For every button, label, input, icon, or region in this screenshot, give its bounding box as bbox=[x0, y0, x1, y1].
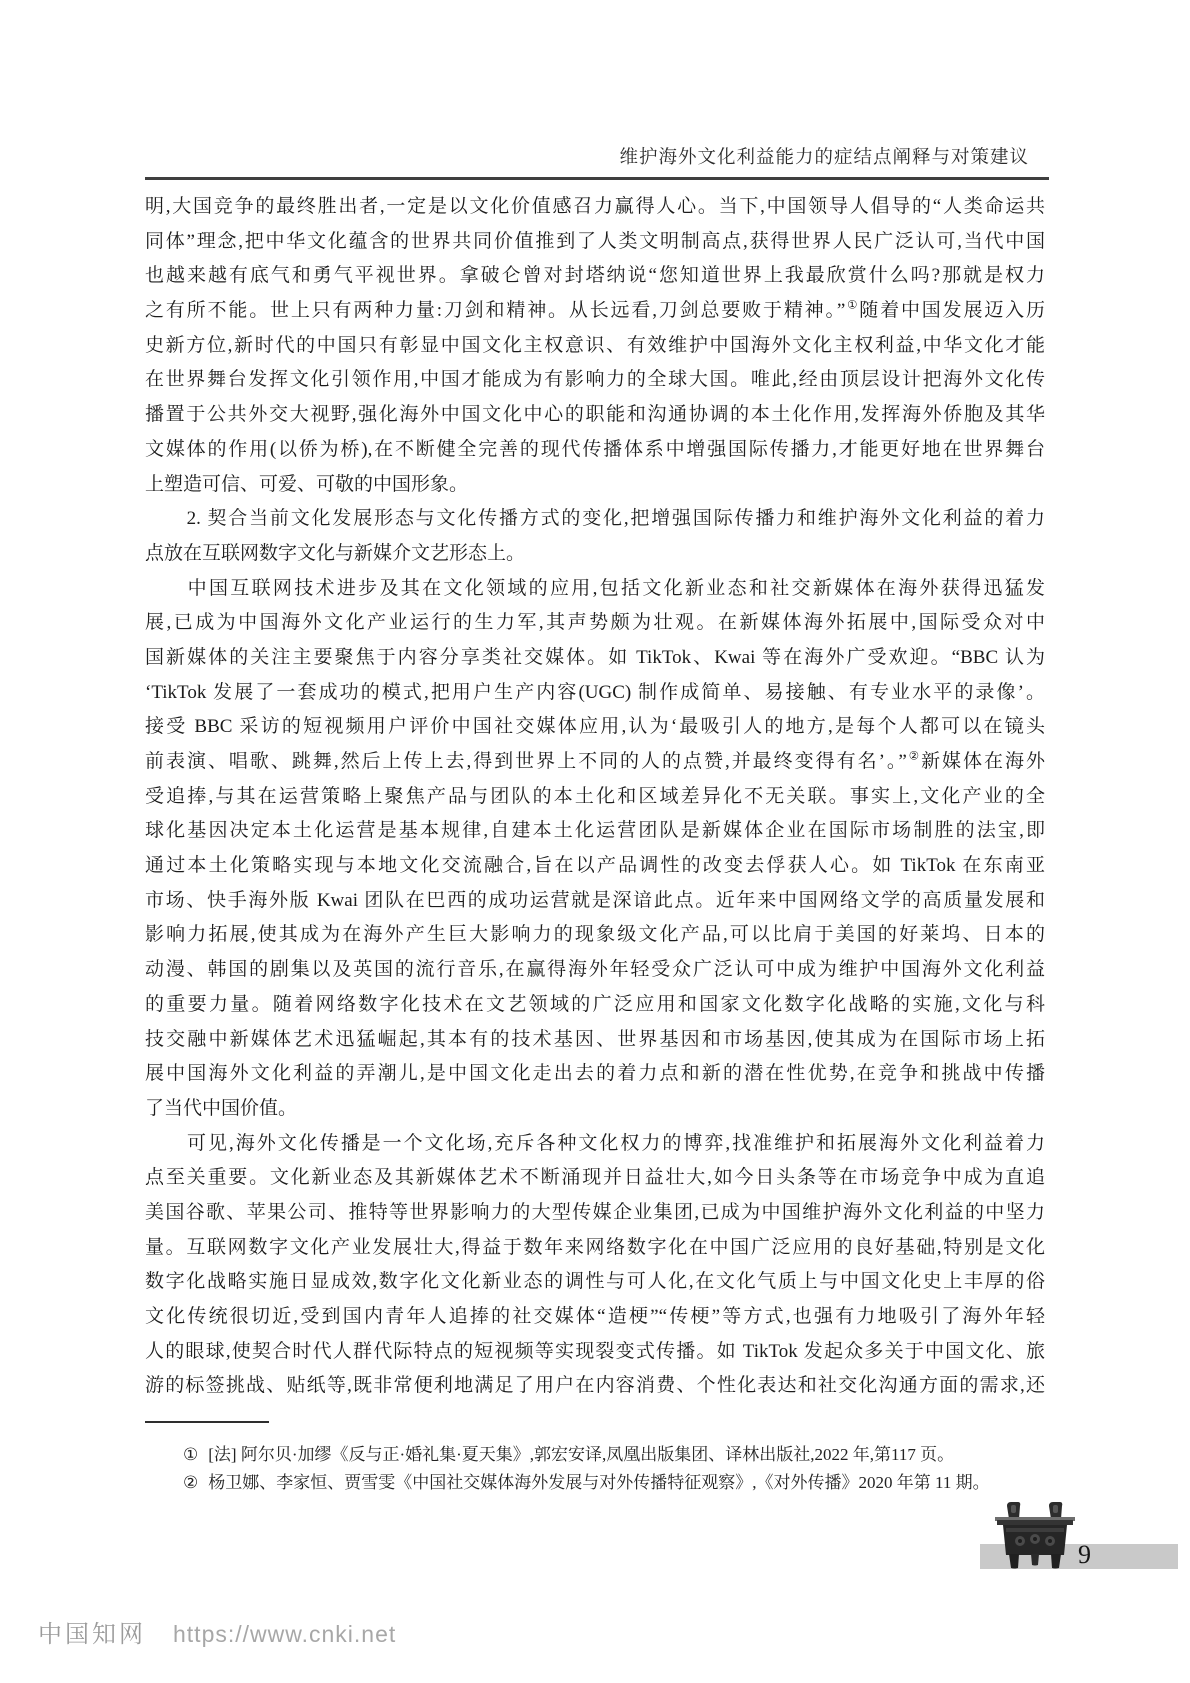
text-line: 市场、快手海外版 Kwai 团队在巴西的成功运营就是深谙此点。近年来中国网络文学的高质量发展和 bbox=[145, 889, 1045, 911]
text-line: 量。互联网数字文化产业发展壮大,得益于数年来网络数字化在中国广泛应用的良好基础,特别是文化 bbox=[145, 1236, 1045, 1258]
text-line: 国新媒体的关注主要聚焦于内容分享类社交媒体。如 TikTok、Kwai 等在海外广受欢迎。“BBC 认为 bbox=[145, 646, 1045, 668]
footnote-ref: ② bbox=[906, 750, 922, 763]
text-line: 也越来越有底气和勇气平视世界。拿破仑曾对封塔纳说“您知道世界上我最欣赏什么吗?那就是权力 bbox=[145, 265, 1045, 287]
text-line: 美国谷歌、苹果公司、推特等世界影响力的大型传媒企业集团,已成为中国维护海外文化利益的中坚力 bbox=[145, 1201, 1045, 1223]
footnote-item bbox=[145, 1441, 1045, 1469]
text-line: 点放在互联网数字文化与新媒介文艺形态上。 bbox=[145, 542, 526, 564]
bronze-ding-icon bbox=[994, 1501, 1076, 1569]
text-line: 播置于公共外交大视野,强化海外中国文化中心的职能和沟通协调的本土化作用,发挥海外侨胞及其华 bbox=[145, 404, 1045, 426]
footnote-text: [法] 阿尔贝·加缪《反与正·婚礼集·夏天集》,郭宏安译,凤凰出版集团、译林出版社,2022 年,第117 页。 bbox=[208, 1445, 955, 1464]
text-line: 游的标签挑战、贴纸等,既非常便利地满足了用户在内容消费、个性化表达和社交化沟通方面的需求,还 bbox=[145, 1375, 1045, 1397]
text-line: 2. 契合当前文化发展形态与文化传播方式的变化,把增强国际传播力和维护海外文化利益的着力 bbox=[145, 508, 1045, 530]
text-line: 展中国海外文化利益的弄潮儿,是中国文化走出去的着力点和新的潜在性优势,在竞争和挑战中传播 bbox=[145, 1063, 1045, 1085]
text-line: 史新方位,新时代的中国只有彰显中国文化主权意识、有效维护中国海外文化主权利益,中华文化才能 bbox=[145, 334, 1045, 356]
footnote-text: 杨卫娜、李家恒、贾雪雯《中国社交媒体海外发展与对外传播特征观察》,《对外传播》2020 年第 11 期。 bbox=[208, 1473, 990, 1492]
text-line: 明,大国竞争的最终胜出者,一定是以文化价值感召力赢得人心。当下,中国领导人倡导的“人类命运共 bbox=[145, 196, 1045, 217]
text-line: 展,已成为中国海外文化产业运行的生力军,其声势颇为壮观。在新媒体海外拓展中,国际受众对中 bbox=[145, 612, 1045, 634]
footnote-divider bbox=[145, 1421, 269, 1423]
text-line: 了当代中国价值。 bbox=[145, 1097, 298, 1119]
text-line: ‘TikTok 发展了一套成功的模式,把用户生产内容(UGC) 制作成简单、易接触、有专业水平的录像’。 bbox=[145, 681, 1045, 703]
text-line: 球化基因决定本土化运营是基本规律,自建本土化运营团队是新媒体企业在国际市场制胜的法宝,即 bbox=[145, 820, 1045, 842]
footnote-ref: ① bbox=[845, 299, 860, 312]
text-line: 动漫、韩国的剧集以及英国的流行音乐,在赢得海外年轻受众广泛认可中成为维护中国海外文化利益 bbox=[145, 959, 1045, 981]
text-line: 前表演、唱歌、跳舞,然后上传上去,得到世界上不同的人的点赞,并最终变得有名’。”②新媒体在海外 bbox=[145, 750, 1045, 772]
text-line: 影响力拓展,使其成为在海外产生巨大影响力的现象级文化产品,可以比肩于美国的好莱坞、日本的 bbox=[145, 924, 1045, 946]
footnote-item bbox=[145, 1469, 1045, 1497]
cnki-url: https://www.cnki.net bbox=[173, 1621, 397, 1647]
text-line: 受追捧,与其在运营策略上聚焦产品与团队的本土化和区域差异化不无关联。事实上,文化产业的全 bbox=[145, 785, 1045, 807]
footnote-marker: ① bbox=[183, 1445, 199, 1464]
text-line: 接受 BBC 采访的短视频用户评价中国社交媒体应用,认为‘最吸引人的地方,是每个人都可以在镜头 bbox=[145, 716, 1045, 738]
running-head-title: 维护海外文化利益能力的症结点阐释与对策建议 bbox=[619, 148, 1029, 168]
footnotes bbox=[145, 1441, 1045, 1497]
text-line: 在世界舞台发挥文化引领作用,中国才能成为有影响力的全球大国。唯此,经由顶层设计把海外文化传 bbox=[145, 369, 1045, 391]
text-line: 可见,海外文化传播是一个文化场,充斥各种文化权力的博弈,找准维护和拓展海外文化利益着力 bbox=[145, 1132, 1045, 1154]
text-line: 同体”理念,把中华文化蕴含的世界共同价值推到了人类文明制高点,获得世界人民广泛认可,当代中国 bbox=[145, 230, 1045, 252]
text-line: 上塑造可信、可爱、可敬的中国形象。 bbox=[145, 473, 469, 495]
text-line: 文化传统很切近,受到国内青年人追捧的社交媒体“造梗”“传梗”等方式,也强有力地吸引了海外年轻 bbox=[145, 1306, 1045, 1327]
text-line: 中国互联网技术进步及其在文化领域的应用,包括文化新业态和社交新媒体在海外获得迅猛发 bbox=[145, 577, 1045, 599]
footnote-marker: ② bbox=[183, 1473, 199, 1492]
text-line: 点至关重要。文化新业态及其新媒体艺术不断涌现并日益壮大,如今日头条等在市场竞争中成为直追 bbox=[145, 1167, 1045, 1189]
text-line: 文媒体的作用(以侨为桥),在不断健全完善的现代传播体系中增强国际传播力,才能更好地在世界舞台 bbox=[145, 438, 1045, 460]
text-line: 的重要力量。随着网络数字化技术在文艺领域的广泛应用和国家文化数字化战略的实施,文化与科 bbox=[145, 993, 1045, 1015]
header-rule bbox=[145, 177, 1049, 180]
text-line: 人的眼球,使契合时代人群代际特点的短视频等实现裂变式传播。如 TikTok 发起众多关于中国文化、旅 bbox=[145, 1340, 1045, 1362]
cnki-footer bbox=[38, 1614, 396, 1649]
article-body bbox=[145, 190, 1045, 1404]
page-number: 9 bbox=[1078, 1540, 1091, 1569]
cnki-logo-text: 中国知网 bbox=[38, 1621, 146, 1648]
text-line: 数字化战略实施日显成效,数字化文化新业态的调性与可人化,在文化气质上与中国文化史上丰厚的俗 bbox=[145, 1271, 1045, 1293]
text-line: 技交融中新媒体艺术迅猛崛起,其本有的技术基因、世界基因和市场基因,使其成为在国际市场上拓 bbox=[145, 1028, 1045, 1050]
text-line: 通过本土化策略实现与本地文化交流融合,旨在以产品调性的改变去俘获人心。如 TikTok 在东南亚 bbox=[145, 855, 1045, 877]
text-line: 之有所不能。世上只有两种力量:刀剑和精神。从长远看,刀剑总要败于精神。”①随着中国发展迈入历 bbox=[145, 299, 1046, 322]
